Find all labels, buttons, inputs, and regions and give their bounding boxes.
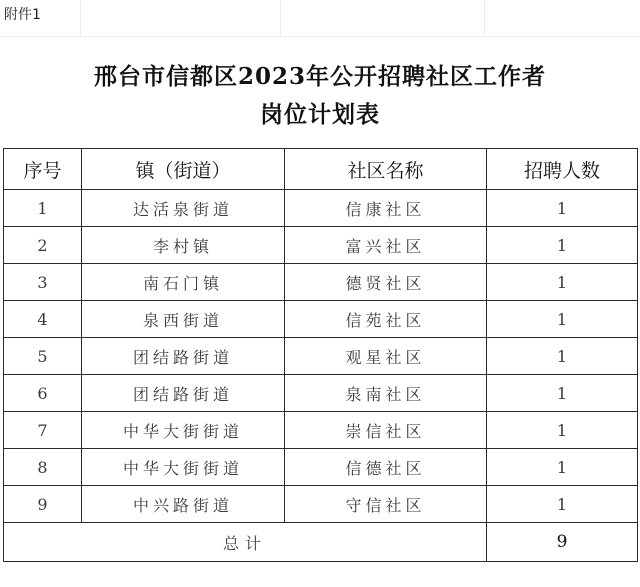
row-community: 观星社区 [285,338,487,375]
header-serial-number: 序号 [4,149,82,190]
table-total-row [4,523,638,562]
row-count: 1 [487,375,638,412]
table-row [4,412,638,449]
row-town: 南石门镇 [82,264,285,301]
row-town: 团结路街道 [82,375,285,412]
row-town: 中华大街街道 [82,412,285,449]
table-row [4,190,638,227]
row-serial: 8 [4,449,82,486]
row-town: 泉西街道 [82,301,285,338]
table-row [4,449,638,486]
row-community: 守信社区 [285,486,487,523]
document-subtitle: 岗位计划表 [260,101,380,128]
row-count: 1 [487,301,638,338]
row-count: 1 [487,412,638,449]
row-serial: 9 [4,486,82,523]
row-count: 1 [487,486,638,523]
row-count: 1 [487,338,638,375]
header-community-name: 社区名称 [285,149,487,190]
table-row [4,301,638,338]
attachment-label: 附件1 [4,7,41,23]
table-row [4,486,638,523]
table-row [4,227,638,264]
row-count: 1 [487,227,638,264]
row-serial: 5 [4,338,82,375]
row-serial: 1 [4,190,82,227]
row-community: 德贤社区 [285,264,487,301]
row-community: 富兴社区 [285,227,487,264]
row-town: 李村镇 [82,227,285,264]
recruitment-plan-table [3,148,638,562]
row-community: 崇信社区 [285,412,487,449]
row-town: 达活泉街道 [82,190,285,227]
row-count: 1 [487,190,638,227]
row-serial: 7 [4,412,82,449]
document-title: 邢台市信都区2023年公开招聘社区工作者 [93,63,546,90]
table-row [4,338,638,375]
row-serial: 4 [4,301,82,338]
row-community: 信康社区 [285,190,487,227]
row-serial: 6 [4,375,82,412]
total-value: 9 [487,523,638,562]
background-grid-lines [0,0,640,40]
table-header-row [4,149,638,190]
row-town: 中华大街街道 [82,449,285,486]
row-serial: 3 [4,264,82,301]
row-count: 1 [487,264,638,301]
header-recruit-count: 招聘人数 [487,149,638,190]
row-town: 中兴路街道 [82,486,285,523]
row-count: 1 [487,449,638,486]
total-label: 总计 [4,523,487,562]
row-community: 信德社区 [285,449,487,486]
row-community: 泉南社区 [285,375,487,412]
row-town: 团结路街道 [82,338,285,375]
table-row [4,264,638,301]
row-community: 信苑社区 [285,301,487,338]
row-serial: 2 [4,227,82,264]
table-row [4,375,638,412]
header-town-street: 镇（街道） [82,149,285,190]
